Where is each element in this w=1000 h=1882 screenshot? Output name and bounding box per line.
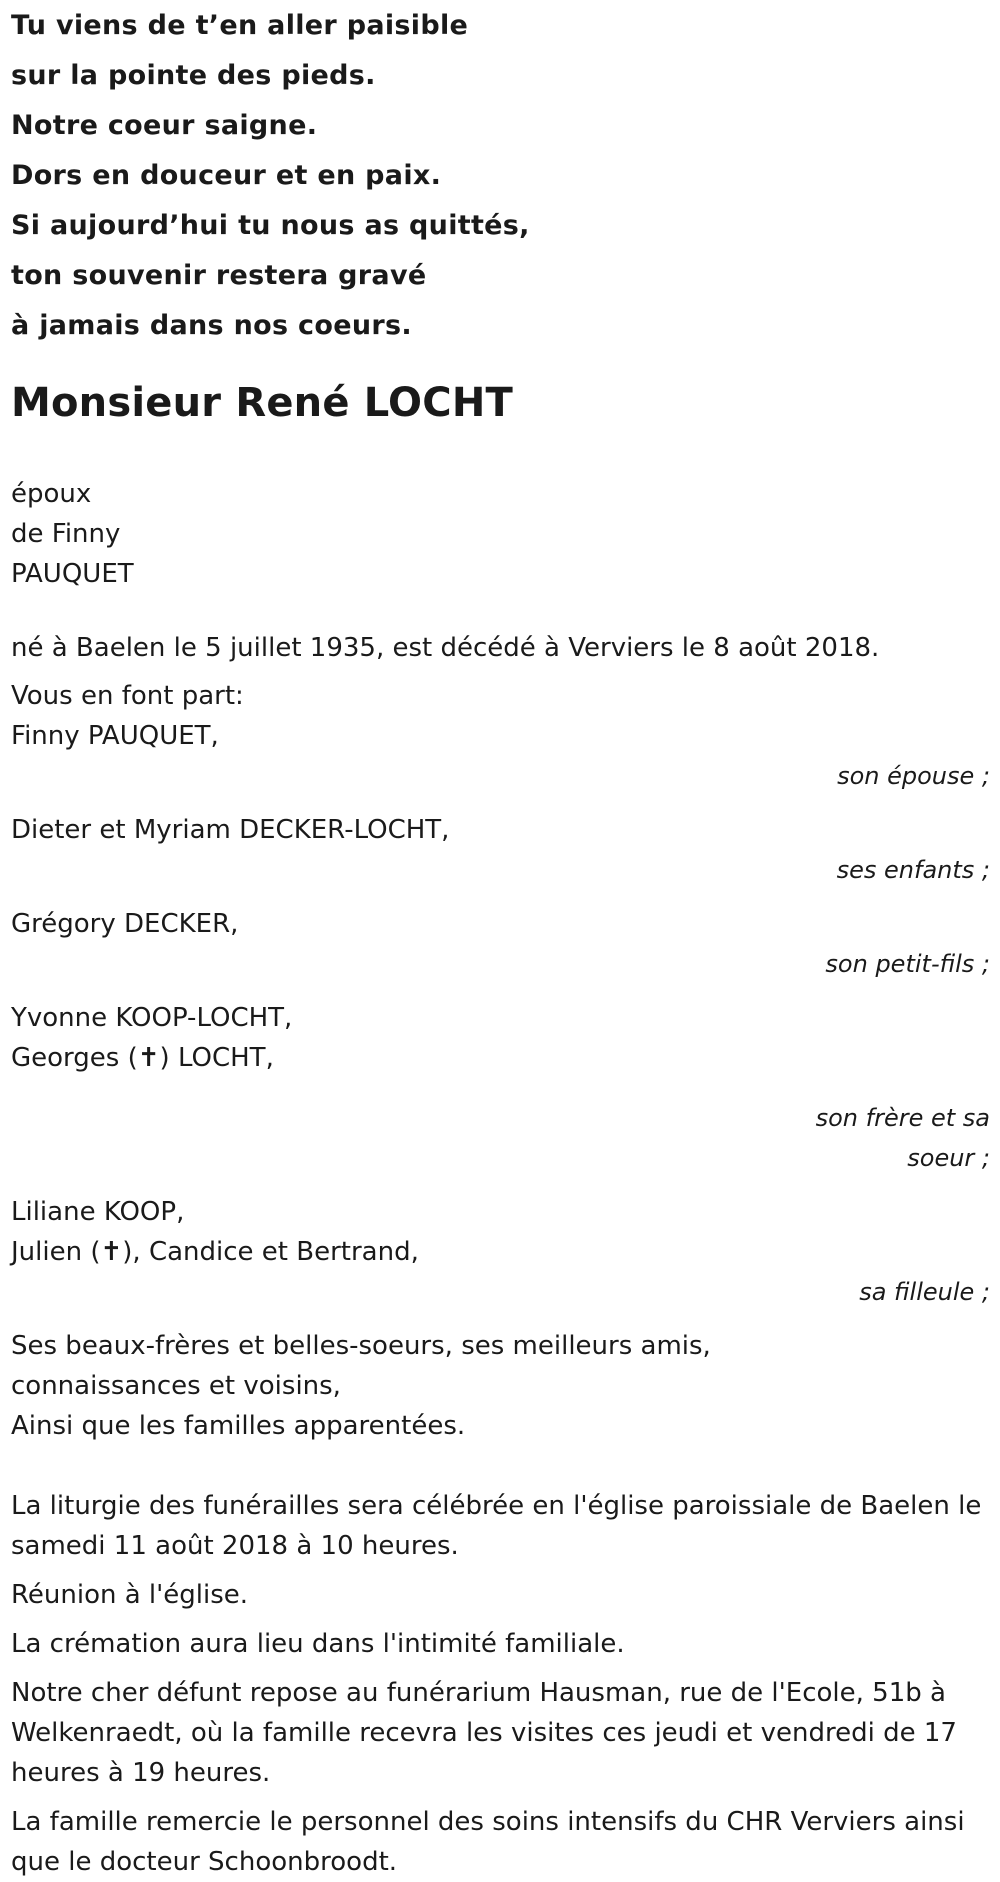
other-mourners-line: connaissances et voisins, (11, 1371, 341, 1401)
spouse-line: PAUQUET (11, 559, 134, 589)
funeral-home-info: Notre cher défunt repose au funérarium Hausman, rue de l'Ecole, 51b à Welkenraedt, où la famille recevra les visites ces jeudi et vendredi de 17 heures à 19 heures. (11, 1678, 957, 1788)
family-member-name (11, 1038, 996, 1078)
family-member-name: Finny PAUQUET, (11, 721, 219, 751)
family-member-name: Liliane KOOP, (11, 1197, 185, 1227)
cross-icon: ✝ (100, 1237, 123, 1267)
name-part: ) LOCHT, (159, 1043, 274, 1073)
birth-death-statement: né à Baelen le 5 juillet 1935, est décédé à Verviers le 8 août 2018. (11, 633, 880, 663)
poem-line: ton souvenir restera gravé (11, 260, 427, 291)
relation-label-line: soeur ; (907, 1144, 990, 1172)
poem-line: Dors en douceur et en paix. (11, 160, 442, 191)
other-mourners-line: Ainsi que les familles apparentées. (11, 1411, 466, 1441)
name-part: Georges ( (11, 1043, 138, 1073)
name-part: ), Candice et Bertrand, (122, 1237, 419, 1267)
thanks-note: La famille remercie le personnel des soins intensifs du CHR Verviers ainsi que le docteur Schoonbroodt. (11, 1807, 965, 1877)
spouse-line: époux (11, 479, 92, 509)
family-member-name (11, 1232, 996, 1272)
announcement-intro: Vous en font part: (11, 681, 244, 711)
family-member-name: Yvonne KOOP-LOCHT, (11, 1003, 293, 1033)
funeral-liturgy: La liturgie des funérailles sera célébrée en l'église paroissiale de Baelen le samedi 11 août 2018 à 10 heures. (11, 1491, 982, 1561)
poem-line: Notre coeur saigne. (11, 110, 318, 141)
meeting-place: Réunion à l'église. (11, 1580, 249, 1610)
poem-line: Si aujourd’hui tu nous as quittés, (11, 210, 530, 241)
other-mourners (11, 1326, 996, 1446)
other-mourners-line: Ses beaux-frères et belles-soeurs, ses meilleurs amis, (11, 1331, 711, 1361)
relation-label: ses enfants ; (836, 856, 990, 884)
family-member-name: Dieter et Myriam DECKER-LOCHT, (11, 815, 450, 845)
poem (11, 1, 996, 351)
poem-line: sur la pointe des pieds. (11, 60, 376, 91)
name-part: Julien ( (11, 1237, 101, 1267)
obituary-notice (11, 0, 996, 1882)
family-member-name: Grégory DECKER, (11, 909, 239, 939)
cross-icon: ✝ (137, 1043, 160, 1073)
cremation-info: La crémation aura lieu dans l'intimité familiale. (11, 1629, 625, 1659)
relation-label: son épouse ; (837, 762, 990, 790)
poem-line: Tu viens de t’en aller paisible (11, 10, 469, 41)
spouse-info (11, 474, 996, 594)
deceased-name: Monsieur René LOCHT (11, 380, 513, 426)
relation-label-line: son frère et sa (815, 1104, 990, 1132)
relation-label (811, 1098, 996, 1178)
poem-line: à jamais dans nos coeurs. (11, 310, 412, 341)
relation-label: son petit-fils ; (825, 950, 990, 978)
relation-label: sa filleule ; (859, 1278, 990, 1306)
spouse-line: de Finny (11, 519, 121, 549)
